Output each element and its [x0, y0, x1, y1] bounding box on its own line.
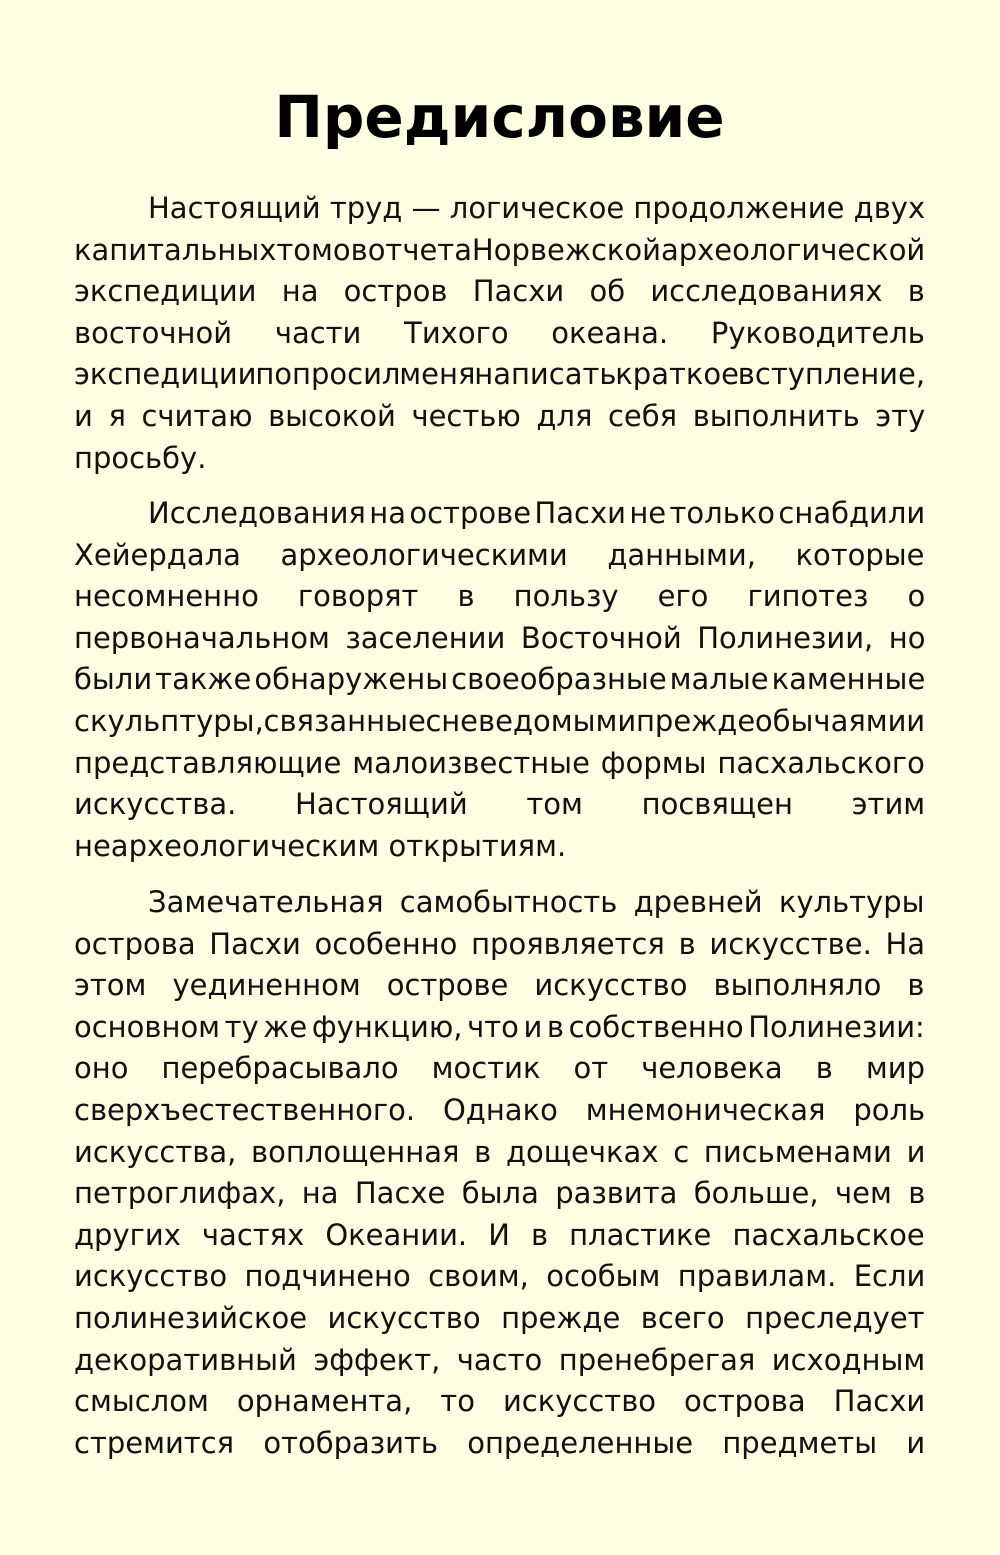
text-line: неархеологическим открытиям. — [74, 828, 567, 863]
text-line: Исследования на острове Пасхи не только снабдили — [148, 496, 926, 530]
text-line: острова Пасхи особенно проявляется в искусстве. На — [74, 926, 926, 961]
text-line: искусство подчинено своим, особым правилам. Если — [74, 1259, 926, 1294]
text-line: декоративный эффект, часто пренебрегая исходным — [74, 1342, 926, 1377]
paragraph-3 — [74, 882, 925, 1464]
text-line: других частях Океании. И в пластике пасхальское — [74, 1217, 925, 1252]
text-line: стремится отобразить определенные предметы и — [74, 1425, 926, 1460]
paragraph-2 — [74, 493, 925, 867]
text-line: оно перебрасывало мостик от человека в мир — [74, 1051, 926, 1086]
text-line: несомненно говорят в пользу его гипотез о — [74, 579, 926, 614]
text-line: первоначальном заселении Восточной Полинезии, но — [74, 620, 926, 655]
text-line: восточной части Тихого океана. Руководитель — [74, 315, 925, 350]
text-line: экспедиции на остров Пасхи об исследованиях в — [74, 274, 925, 309]
paragraph-1 — [74, 188, 925, 479]
text-line: Настоящий труд — логическое продолжение двух — [148, 191, 926, 225]
text-line: искусства. Настоящий том посвящен этим — [74, 787, 926, 822]
text-line: экспедиции попросил меня написать краткое вступление, — [74, 357, 926, 392]
page — [74, 0, 926, 1460]
text-line: просьбу. — [74, 440, 207, 475]
text-line: Замечательная самобытность древней культуры — [148, 885, 925, 919]
text-line: скульптуры, связанные с неведомыми прежде обычаями и — [74, 703, 926, 738]
text-line: Хейердала археологическими данными, которые — [74, 537, 925, 572]
text-line: искусства, воплощенная в дощечках с письменами и — [74, 1134, 926, 1169]
text-line: сверхъестественного. Однако мнемоническая роль — [74, 1092, 926, 1127]
text-line: полинезийское искусство прежде всего преследует — [74, 1300, 925, 1335]
text-line: основном ту же функцию, что и в собственно Полинезии: — [74, 1009, 925, 1044]
text-line: смыслом орнамента, то искусство острова Пасхи — [74, 1384, 926, 1419]
text-line: капитальных томов отчета Норвежской археологической — [74, 232, 926, 267]
text-line: были также обнаружены своеобразные малые каменные — [74, 662, 926, 697]
text-line: петроглифах, на Пасхе была развита больше, чем в — [74, 1176, 926, 1211]
page-title: Предисловие — [274, 83, 725, 151]
text-line: представляющие малоизвестные формы пасхальского — [74, 745, 925, 780]
text-line: и я считаю высокой честью для себя выполнить эту — [74, 398, 926, 433]
text-line: этом уединенном острове искусство выполняло в — [74, 968, 925, 1003]
